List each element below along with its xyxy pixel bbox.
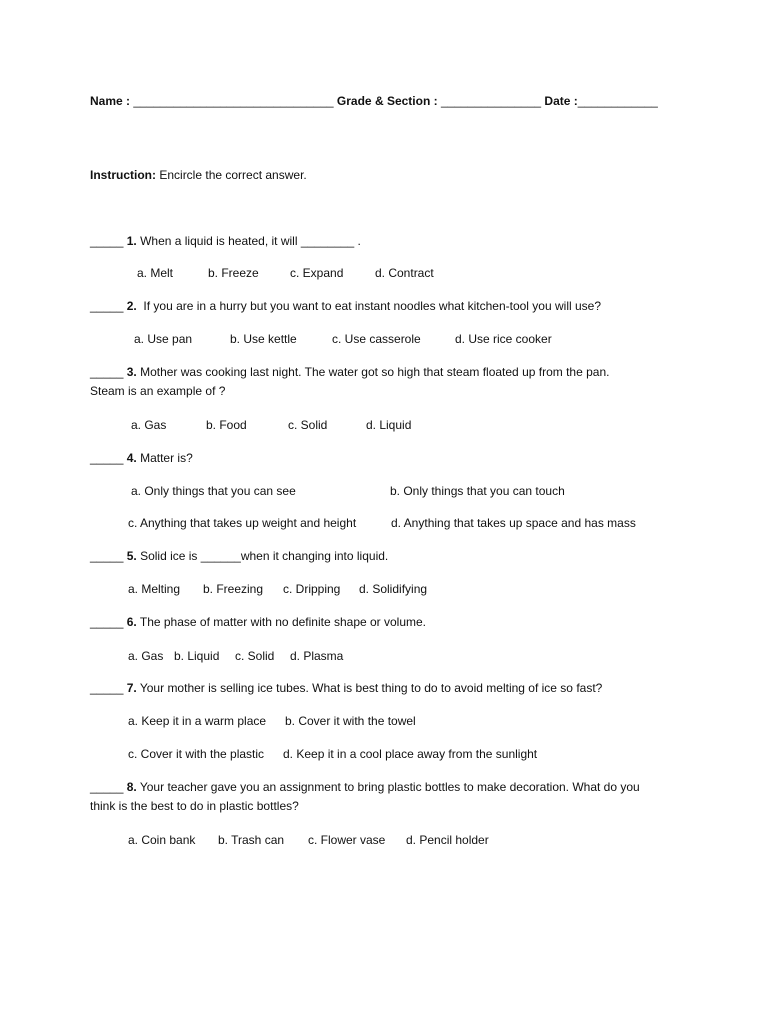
question-number: 5.: [126, 549, 137, 563]
answer-blank: _____: [90, 234, 124, 248]
option-d: d. Solidifying: [359, 582, 428, 596]
grade-section-label: Grade & Section :: [336, 94, 438, 108]
question-number: 3.: [126, 365, 137, 379]
option-b: b. Food: [206, 418, 247, 432]
question-number: 4.: [126, 451, 137, 465]
option-a: a. Use pan: [134, 332, 193, 346]
question-number: 1.: [126, 234, 137, 248]
question-number: 7.: [126, 681, 137, 695]
answer-blank: _____: [90, 615, 124, 629]
name-blank: ______________________________: [133, 94, 334, 108]
option-d: d. Keep it in a cool place away from the sunlight: [283, 747, 538, 761]
answer-blank: _____: [90, 451, 124, 465]
option-d: d. Pencil holder: [406, 833, 489, 847]
answer-blank: _____: [90, 299, 124, 313]
question-text: Matter is?: [140, 451, 193, 465]
question-text: Your teacher gave you an assignment to bring plastic bottles to make decoration. What do you: [139, 780, 640, 794]
option-b: b. Trash can: [218, 833, 285, 847]
answer-blank: _____: [90, 549, 124, 563]
options-8: [0, 831, 489, 939]
option-b: b. Use kettle: [230, 332, 297, 346]
question-text-line-2: Steam is an example of ?: [90, 384, 226, 398]
option-a: a. Coin bank: [128, 833, 196, 847]
option-c: c. Expand: [290, 266, 344, 280]
question-text: The phase of matter with no definite shape or volume.: [139, 615, 427, 629]
question-2: [90, 297, 601, 315]
grade-section-blank: _______________: [440, 94, 542, 108]
option-b: b. Liquid: [174, 649, 220, 663]
date-label: Date :: [544, 94, 578, 108]
option-d: d. Liquid: [366, 418, 412, 432]
option-a: a. Melt: [137, 266, 174, 280]
question-1: [90, 232, 361, 250]
question-text: When a liquid is heated, it will ________ .: [140, 234, 361, 248]
question-7: [90, 679, 602, 697]
question-8: [90, 778, 640, 796]
question-number: 6.: [126, 615, 137, 629]
instruction-text: Encircle the correct answer.: [159, 168, 307, 182]
option-c: c. Cover it with the plastic: [128, 747, 265, 761]
question-text: Mother was cooking last night. The water got so high that steam floated up from the pan.: [140, 365, 610, 379]
question-text-line-2: think is the best to do in plastic bottles?: [90, 799, 299, 813]
option-d: d. Anything that takes up space and has mass: [391, 516, 636, 530]
option-d: d. Use rice cooker: [455, 332, 552, 346]
question-4: [90, 449, 193, 467]
option-c: c. Solid: [235, 649, 275, 663]
question-3-continuation: [90, 382, 225, 400]
question-5: [90, 547, 388, 565]
option-a: a. Melting: [128, 582, 181, 596]
option-b: b. Freeze: [208, 266, 259, 280]
option-b: b. Only things that you can touch: [390, 484, 565, 498]
answer-blank: _____: [90, 681, 124, 695]
header-row: [90, 92, 658, 110]
option-a: a. Gas: [128, 649, 164, 663]
instruction: [90, 166, 307, 184]
option-c: c. Flower vase: [308, 833, 386, 847]
option-c: c. Solid: [288, 418, 328, 432]
option-d: d. Plasma: [290, 649, 344, 663]
question-text: Your mother is selling ice tubes. What is best thing to do to avoid melting of ice so fast?: [139, 681, 603, 695]
question-text: Solid ice is ______when it changing into liquid.: [140, 549, 389, 563]
option-a: a. Gas: [131, 418, 167, 432]
question-8-continuation: [90, 797, 299, 815]
question-text: If you are in a hurry but you want to eat instant noodles what kitchen-tool you will use?: [143, 299, 601, 313]
option-c: c. Anything that takes up weight and height: [128, 516, 357, 530]
name-label: Name :: [90, 94, 131, 108]
option-d: d. Contract: [375, 266, 434, 280]
question-6: [90, 613, 426, 631]
date-blank: ____________: [577, 94, 658, 108]
answer-blank: _____: [90, 365, 124, 379]
answer-blank: _____: [90, 780, 124, 794]
question-3: [90, 363, 609, 381]
option-b: b. Freezing: [203, 582, 264, 596]
option-c: c. Use casserole: [332, 332, 421, 346]
question-number: 2.: [126, 299, 137, 313]
question-number: 8.: [126, 780, 137, 794]
option-c: c. Dripping: [283, 582, 341, 596]
option-a: a. Keep it in a warm place: [128, 714, 267, 728]
option-b: b. Cover it with the towel: [285, 714, 416, 728]
option-a: a. Only things that you can see: [131, 484, 296, 498]
instruction-label: Instruction:: [90, 168, 156, 182]
